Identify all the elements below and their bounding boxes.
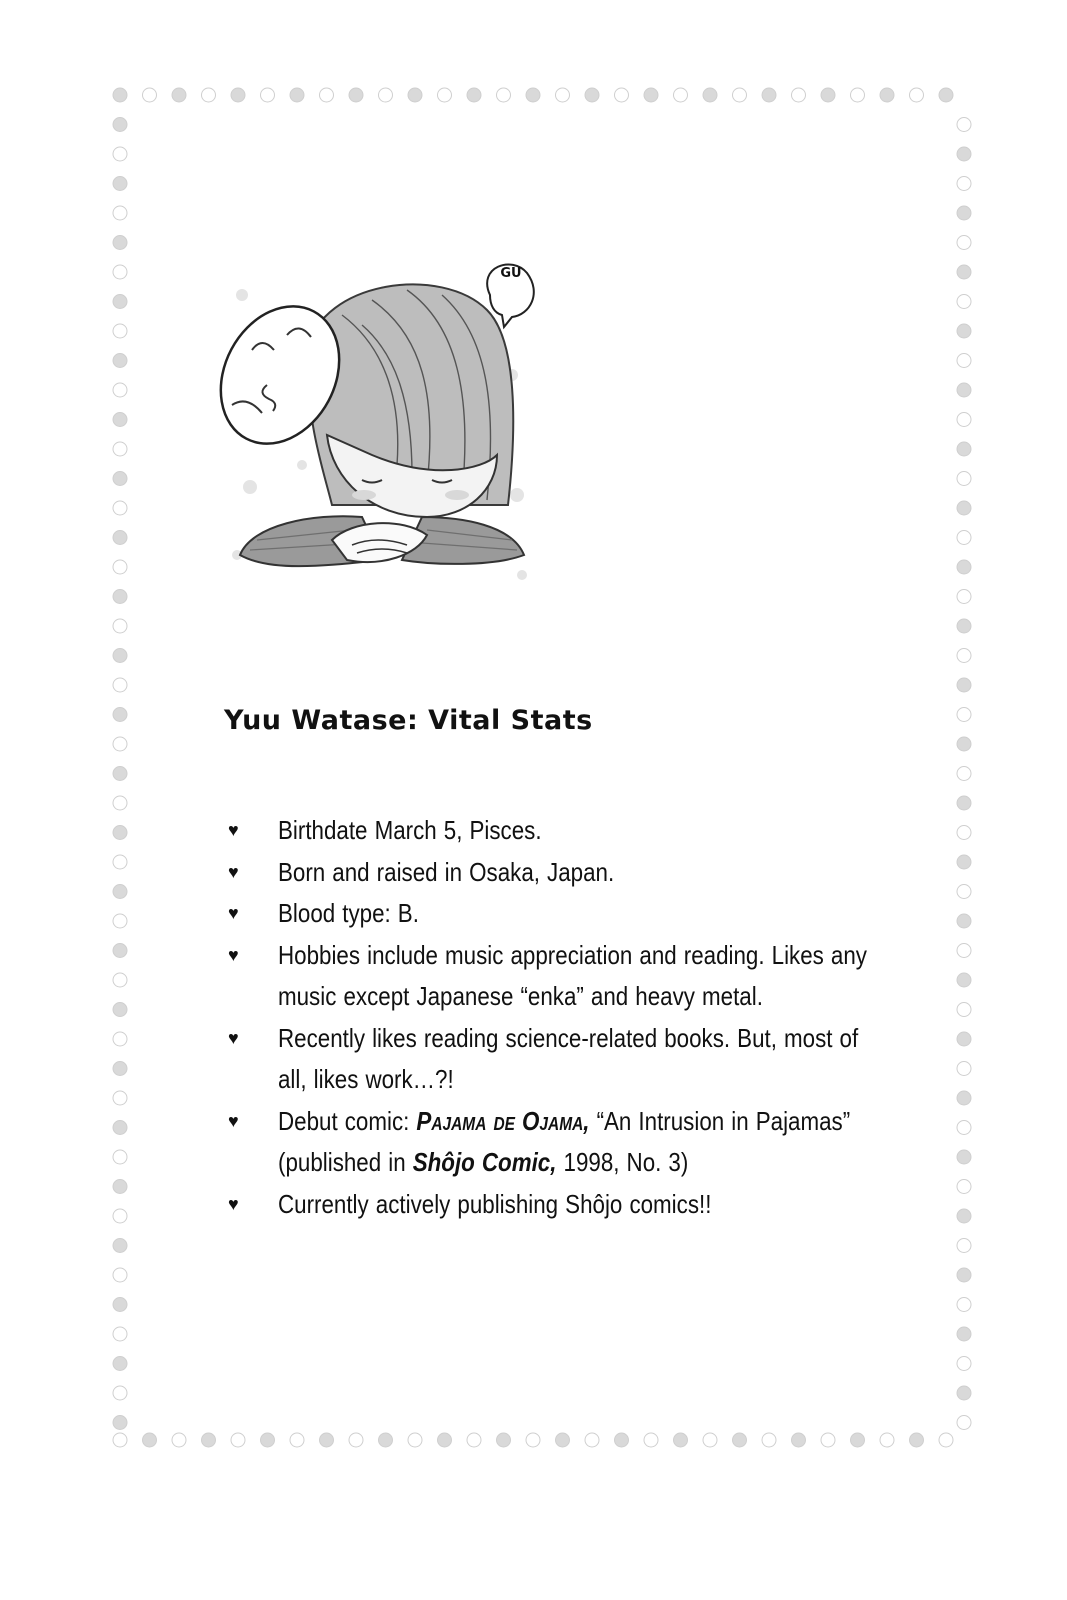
border-dot <box>792 88 806 102</box>
border-dot <box>957 944 971 958</box>
border-dot <box>556 88 570 102</box>
border-dot <box>113 236 127 250</box>
border-dot <box>290 88 304 102</box>
border-dot <box>261 1433 275 1447</box>
border-dot <box>143 88 157 102</box>
border-dot <box>113 1239 127 1253</box>
border-dot <box>349 88 363 102</box>
border-dot <box>113 1416 127 1430</box>
border-dot <box>762 1433 776 1447</box>
border-dot <box>467 88 481 102</box>
border-dot <box>957 1150 971 1164</box>
border-dot <box>957 472 971 486</box>
border-dot <box>113 1091 127 1105</box>
border-dot <box>851 1433 865 1447</box>
list-item: ♥ Blood type: B. <box>228 893 868 935</box>
border-dot <box>910 1433 924 1447</box>
border-dot <box>957 295 971 309</box>
border-dot <box>910 88 924 102</box>
border-dot <box>113 383 127 397</box>
border-dot <box>113 354 127 368</box>
border-dot <box>113 944 127 958</box>
border-dot <box>957 826 971 840</box>
heart-bullet-icon: ♥ <box>228 1027 239 1048</box>
border-dot <box>957 354 971 368</box>
border-dot <box>202 88 216 102</box>
border-dot <box>113 177 127 191</box>
border-dot <box>957 649 971 663</box>
heart-bullet-icon: ♥ <box>228 820 239 840</box>
list-item: ♥ Recently likes reading science-related books. But, most of all, likes work…?! <box>228 1018 868 1101</box>
border-dot <box>957 737 971 751</box>
border-dot <box>113 1003 127 1017</box>
border-dot <box>957 619 971 633</box>
border-dot <box>957 1298 971 1312</box>
author-chibi-illustration <box>212 255 542 590</box>
border-dot <box>113 678 127 692</box>
border-dot <box>172 88 186 102</box>
border-dot <box>957 1327 971 1341</box>
border-dot <box>113 442 127 456</box>
border-dot <box>957 855 971 869</box>
border-dot <box>957 501 971 515</box>
border-dot <box>957 914 971 928</box>
border-dot <box>113 1062 127 1076</box>
border-dot <box>113 796 127 810</box>
border-dot <box>467 1433 481 1447</box>
heart-bullet-icon: ♥ <box>228 1110 239 1131</box>
border-dot <box>615 1433 629 1447</box>
magazine-title: Shôjo Comic, <box>412 1147 557 1177</box>
border-dot <box>957 1091 971 1105</box>
border-dot <box>821 1433 835 1447</box>
border-dot <box>438 1433 452 1447</box>
vital-stats-list <box>228 810 868 1225</box>
border-dot <box>957 442 971 456</box>
border-dot <box>113 767 127 781</box>
border-dot <box>957 1180 971 1194</box>
border-dot <box>615 88 629 102</box>
border-dot <box>113 88 127 102</box>
border-dot <box>644 1433 658 1447</box>
border-dot <box>957 118 971 132</box>
border-dot <box>113 885 127 899</box>
border-dot <box>733 1433 747 1447</box>
border-dot <box>113 649 127 663</box>
border-dot <box>408 88 422 102</box>
debut-prefix: Debut comic: <box>278 1105 417 1136</box>
border-dot <box>957 383 971 397</box>
border-dot <box>113 324 127 338</box>
border-dot <box>113 413 127 427</box>
border-dot <box>231 88 245 102</box>
list-item: ♥ Birthdate March 5, Pisces. <box>228 810 868 852</box>
border-dot <box>526 88 540 102</box>
heart-bullet-icon: ♥ <box>228 861 239 882</box>
border-dot <box>113 1180 127 1194</box>
list-item-debut-comic <box>228 1101 868 1184</box>
border-dot <box>113 560 127 574</box>
border-dot <box>113 1268 127 1282</box>
border-dot <box>957 236 971 250</box>
border-dot <box>320 88 334 102</box>
heart-bullet-icon: ♥ <box>228 903 239 923</box>
border-dot <box>113 147 127 161</box>
border-dot <box>957 1032 971 1046</box>
border-dot <box>957 708 971 722</box>
debut-mid: “An Intrusion in Pajamas” (published in <box>278 1105 851 1177</box>
border-dot <box>113 531 127 545</box>
border-dot <box>113 708 127 722</box>
border-dot <box>113 973 127 987</box>
border-dot <box>957 1416 971 1430</box>
border-dot <box>880 1433 894 1447</box>
border-dot <box>957 147 971 161</box>
border-dot <box>957 973 971 987</box>
border-dot <box>408 1433 422 1447</box>
border-dot <box>957 1239 971 1253</box>
border-dot <box>957 560 971 574</box>
border-dot <box>113 1433 127 1447</box>
border-dot <box>957 1003 971 1017</box>
border-dot <box>957 678 971 692</box>
border-dot <box>113 1150 127 1164</box>
border-dot <box>957 1209 971 1223</box>
heart-bullet-icon: ♥ <box>228 944 239 965</box>
border-dot <box>957 1357 971 1371</box>
border-dot <box>957 531 971 545</box>
border-dot <box>821 88 835 102</box>
border-dot <box>939 88 953 102</box>
list-item: ♥ Currently actively publishing Shôjo comics!! <box>228 1184 868 1226</box>
border-dot <box>231 1433 245 1447</box>
border-dot <box>113 914 127 928</box>
border-dot <box>497 1433 511 1447</box>
border-dot <box>379 88 393 102</box>
border-dot <box>113 1209 127 1223</box>
page-title: Yuu Watase: Vital Stats <box>224 705 593 736</box>
debut-suffix: 1998, No. 3) <box>556 1147 689 1177</box>
border-dot <box>957 413 971 427</box>
border-dot <box>497 88 511 102</box>
border-dot <box>320 1433 334 1447</box>
border-dot <box>113 826 127 840</box>
border-dot <box>957 1062 971 1076</box>
border-dot <box>113 295 127 309</box>
border-dot <box>113 590 127 604</box>
border-dot <box>957 767 971 781</box>
border-dot <box>880 88 894 102</box>
border-dot <box>939 1433 953 1447</box>
border-dot <box>762 88 776 102</box>
border-dot <box>585 88 599 102</box>
border-dot <box>143 1433 157 1447</box>
border-dot <box>113 118 127 132</box>
border-dot <box>644 88 658 102</box>
heart-bullet-icon: ♥ <box>228 1193 239 1214</box>
list-item: ♥ Hobbies include music appreciation and reading. Likes any music except Japanese “enka” and heavy metal. <box>228 935 868 1018</box>
border-dot <box>957 265 971 279</box>
border-dot <box>113 619 127 633</box>
border-dot <box>113 1386 127 1400</box>
border-dot <box>792 1433 806 1447</box>
border-dot <box>957 206 971 220</box>
border-dot <box>556 1433 570 1447</box>
border-dot <box>585 1433 599 1447</box>
border-dot <box>957 324 971 338</box>
border-dot <box>851 88 865 102</box>
border-dot <box>438 88 452 102</box>
border-dot <box>113 1121 127 1135</box>
border-dot <box>113 855 127 869</box>
border-dot <box>349 1433 363 1447</box>
border-dot <box>172 1433 186 1447</box>
border-dot <box>733 88 747 102</box>
border-dot <box>113 1357 127 1371</box>
border-dot <box>113 737 127 751</box>
border-dot <box>957 1121 971 1135</box>
border-dot <box>113 1298 127 1312</box>
border-dot <box>202 1433 216 1447</box>
border-dot <box>957 1386 971 1400</box>
border-dot <box>379 1433 393 1447</box>
border-dot <box>957 885 971 899</box>
border-dot <box>113 265 127 279</box>
border-dot <box>526 1433 540 1447</box>
border-dot <box>957 796 971 810</box>
border-dot <box>703 88 717 102</box>
sound-effect-text: GU <box>500 266 522 281</box>
border-dot <box>674 88 688 102</box>
border-dot <box>113 1327 127 1341</box>
border-dot <box>113 472 127 486</box>
border-dot <box>957 590 971 604</box>
debut-comic-title: Pajama de Ojama, <box>416 1105 590 1136</box>
border-dot <box>113 1032 127 1046</box>
border-dot <box>674 1433 688 1447</box>
border-dot <box>957 1268 971 1282</box>
border-dot <box>113 206 127 220</box>
border-dot <box>957 177 971 191</box>
border-dot <box>703 1433 717 1447</box>
border-dot <box>261 88 275 102</box>
list-item: ♥ Born and raised in Osaka, Japan. <box>228 852 868 894</box>
border-dot <box>113 501 127 515</box>
border-dot <box>290 1433 304 1447</box>
